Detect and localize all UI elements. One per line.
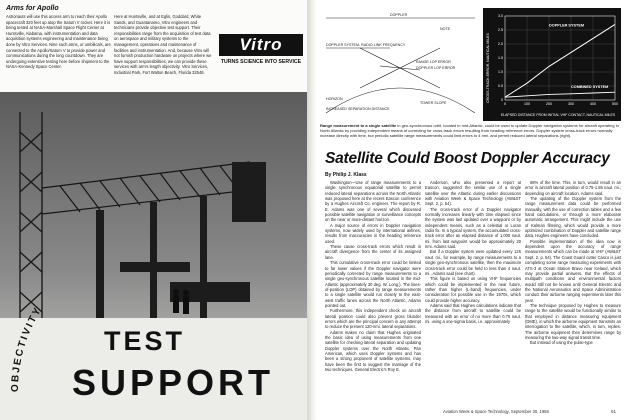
chart-y-label: CROSS-TRACK ERROR, NAUTICAL MILES <box>486 33 490 103</box>
chart-x-tick: 400 <box>590 102 596 106</box>
caption-body: in geo-synchronous orbit, located in mid-Atlantic, could be used to update Doppler navigation systems for aircraft operating in North Atlantic by providing independent means of correcting for cross-track errors resulting from heading reference errors. Doppler system cross-track errors normally increase directly with time, but periodic satellite range measurements could limit errors to 4 nmi. and permit reduced lateral separations (right). <box>320 123 619 139</box>
chart-x-tick: 0 <box>504 102 506 106</box>
col3-para: The updating of the Doppler system from the range measurement data could be performed manually, with the use of correction tables and a few hand calculations, or through a more elaborate automatic arrangement. This might include the use of Kalman filtering, which would provide a more optimized combination of Doppler and satellite range data, Hughes engineers have concluded. <box>525 196 621 239</box>
headline-support: SUPPORT <box>72 362 275 403</box>
article-column-3 <box>525 180 621 404</box>
col2-para: Anderson, who also presented a report at Eascon, suggested the similar use of a single satellite over the Atlantic during earlier discussions with Aviation Week & Space Technology (AW&ST Sept. 2, p. 54). <box>425 180 521 207</box>
col3-para: But instead of using the pulse-type <box>530 340 593 346</box>
col1-para: This cumulative cross-track error could be limited to far lower values if the Doppler navigator were periodically corrected by range measurements to a single geo-synchronous satellite located in the mid-Atlantic (approximately 30 deg. W. Long.). The lines-of-position (LOP) obtained by range measurements to a single satellite would run closely to the east-west traffic lanes across the North Atlantic, Adams pointed out. <box>325 260 421 308</box>
satellite-range-diagram <box>320 8 480 121</box>
col3-para: The technique proposed by Hughes to measure range to the satellite would be functionally similar to that employed in distance measuring equipment (DME), in which the airborne equipment transmits an interrogation to the satellite, which, in turn, replies. The airborne equipment then determines range by measuring the two-way signal transit time. <box>525 302 621 340</box>
chart-x-tick: 300 <box>568 102 574 106</box>
article-column-2 <box>425 180 521 404</box>
objectivity-arc-text: OBJECTIVITY <box>9 304 45 393</box>
col2-para: Adams said that Hughes calculations indicate that the distance from aircraft to satellite could be measured with an error of no more than 0.75 naut. mi. using a one-sigma basis, i.e. approximately <box>425 302 521 324</box>
chart-y-tick: 0.5 <box>498 84 503 89</box>
chart-series-label: DOPPLER SYSTEM <box>549 23 585 28</box>
figure-caption <box>320 123 621 139</box>
left-page <box>0 0 307 420</box>
chart-y-tick: 1.0 <box>498 70 503 75</box>
vitro-tagline: TURNS SCIENCE INTO SERVICE <box>220 59 302 65</box>
vitro-logo-block <box>219 34 303 84</box>
col2-para: The cross-track error of a Doppler navigator normally increases linearly with time elapsed since the system was last updated over a waypoint or by independent means, such as a celestial or Loran radio fix. In a typical system, the accumulated cross-track error after an elapsed distance of 1,000 naut. mi. from last waypoint would be approximately 20 nmi. Adams said. <box>425 206 521 250</box>
diagram-label-tower-slope: TOWER SLOPE <box>420 101 447 105</box>
chart-x-tick: 500 <box>612 102 618 106</box>
col3-para: 68% of the time. This, in turn, would result in an error in aircraft lateral position of 0.75-1.55 naut. mi., depending on aircraft location, Adams said. <box>525 180 621 196</box>
caption-lead: Range measurement to a single satellite <box>320 123 397 128</box>
page-footer: Aviation Week & Space Technology, September 30, 1968 <box>443 409 549 414</box>
page-gutter <box>307 0 317 420</box>
col1-para: These cause cross-track errors which result in aircraft divergence from the center of its assigned lane. <box>325 244 421 260</box>
ad-body-column-1: Astronauts will use this access arm to reach their Apollo spacecraft 320 feet up atop the Saturn V rocket. Here it is being tested at NASA-Marshall Space Flight Center at Huntsville, Alabama, with instrumentation and data acquisition systems engineering and maintenance being done by Vitro Services. Nine such arms, or umbilicals, are connected to the Apollo/Saturn V to provide power and communications during the long countdown. They are undergoing extensive testing here before shipment to the NASA-Kennedy Space Center. <box>6 14 111 70</box>
page-number: 61 <box>611 409 617 414</box>
chart-y-tick: 0 <box>501 98 503 103</box>
chart-series-label: COMBINED SYSTEM <box>571 85 609 90</box>
chart-y-tick: 1.5 <box>498 56 503 61</box>
chart-y-tick: 2.0 <box>498 42 503 47</box>
right-page <box>317 0 624 420</box>
vitro-logo: Vitro <box>219 34 303 56</box>
article-column-1 <box>325 180 421 404</box>
col2-para: But if a Doppler system were updated every 125 naut. mi., for example, by range measurements to a single geo-synchronous satellite, then the maximum cross-track error could be held to less than 4 naut. mi., Adams said (see chart). <box>425 249 521 276</box>
diagram-note: NOTE <box>440 27 450 31</box>
diagram-label-doppler: DOPPLER <box>390 13 408 17</box>
col1-para: Adams makes no claim that Hughes originated the basic idea of using measurements from one satellite for checking lateral separation and updating Doppler systems over the North Atlantic. Pan American, which uses Doppler systems and has been a strong proponent of satellite systems, may have been the first to suggest the marriage of the two techniques. General Electric's Roy E. <box>325 329 421 373</box>
diagram-label-horizon: HORIZON <box>326 97 343 101</box>
headline-test: TEST <box>104 326 186 356</box>
diagram-label-range-lop: RANGE LOP ERROR <box>416 60 451 64</box>
ad-body-column-2: Here at Huntsville, and at Eglin, Goddard, White Sands, and Guantanamo, Vitro engineers and technicians provide objective test support. Their responsibilities range from the acquisition of test data on aerospace and military systems to the management, operations and maintenance of facilities and instrumentation. And, because Vitro will not furnish production hardware on projects where we have support responsibilities, we can provide these services with arm's length objectivity. Vitro Services, Industrial Park, Fort Walton Beach, Florida 32548. <box>114 14 212 75</box>
diagram-label-separation: INCREASED SEPARATION DISTANCE <box>326 107 390 111</box>
col1-para: Washington—Use of range measurements to a single synchronous equatorial satellite to permit reduced lateral separations across the North Atlantic was proposed here at the recent Eascon conference by a Hughes Aircraft Co. engineer. The report by R. E. Adams was one of several which discussed possible satellite navigation or surveillance concepts on the near or more-distant horizon. <box>325 180 421 223</box>
chart-x-tick: 200 <box>546 102 552 106</box>
cross-track-error-chart <box>483 8 621 121</box>
diagram-label-doppler-lop: DOPPLER LOP ERROR <box>416 66 456 70</box>
diagram-label-radio-link: DOPPLER SYSTEM- RADIO-LINK FREQUENCY <box>326 43 406 47</box>
chart-y-tick: 3.0 <box>498 14 503 19</box>
col3-para: Possible implementation of the idea now is dependent upon the accuracy of range measurements which can be made at VHF (AW&ST Sept. 2, p. 54). The Coast Guard cutter Casco is just completing some range measuring experiments with ATS-3 at Ocean Station Bravo near Iceland, which may provide partial answers. But the effects of multipath conditions and environmental factors would still not be known until General Electric and the National Aeronautics and Space Administration conduct their airborne ranging experiments later this year. <box>525 238 621 303</box>
article-byline: By Philip J. Klass <box>325 172 367 178</box>
ad-title: Arms for Apollo <box>6 5 59 12</box>
chart-x-tick: 100 <box>524 102 530 106</box>
chart-x-label: ELAPSED DISTANCE FROM INITIAL VHF CONTACT, NAUTICAL MILES <box>500 113 616 117</box>
article-headline: Satellite Could Boost Doppler Accuracy <box>325 150 610 167</box>
col1-para: Furthermore, this independent check on aircraft lateral position could also prevent gross blunder errors which are the principal concern in any attempt to reduce the present 120-nmi. lateral separations. <box>325 308 421 330</box>
chart-y-tick: 2.5 <box>498 28 503 33</box>
col1-para: A major source of errors in Doppler navigation systems, now widely used by international airlines, results from inaccuracies in the heading reference used. <box>325 222 421 244</box>
col2-para: This figure is based on using VHF frequencies which could be implemented in the near future, rather than higher (L-band) frequencies, under consideration for possible use in the 1970s, which could provide higher accuracy. <box>425 276 521 303</box>
